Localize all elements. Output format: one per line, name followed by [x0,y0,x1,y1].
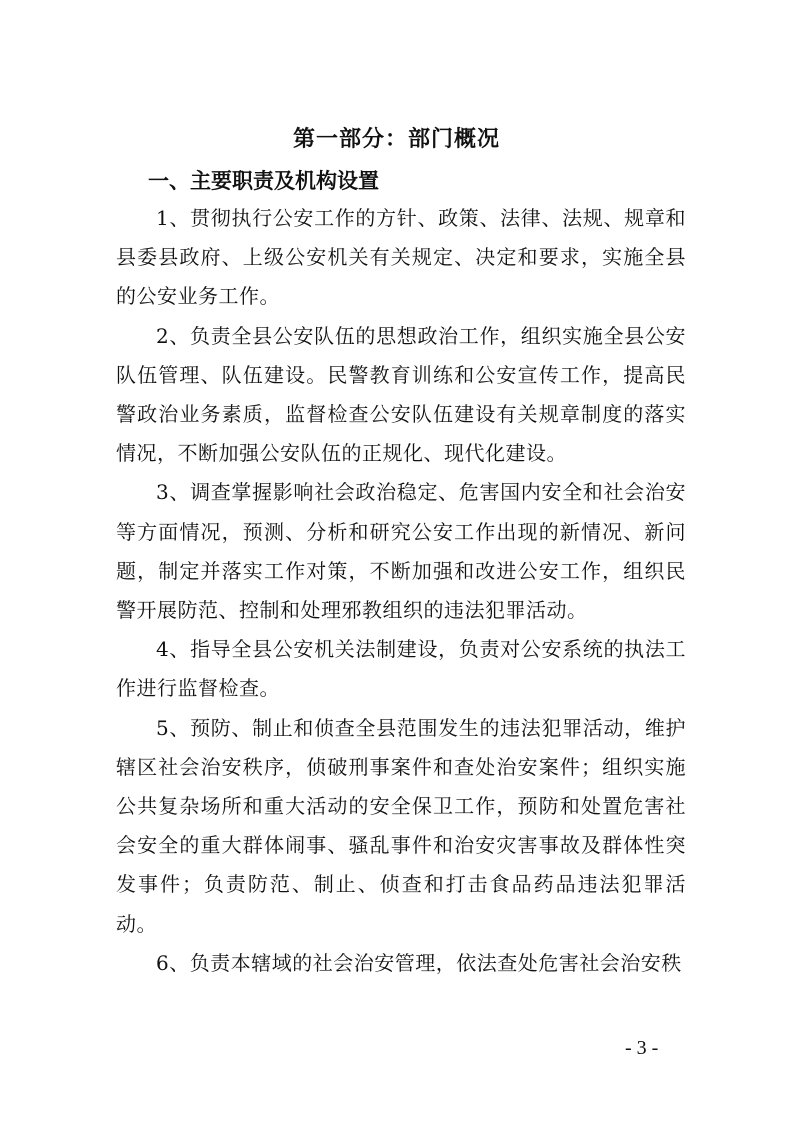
paragraph-4: 4、指导全县公安机关法制建设，负责对公安系统的执法工作进行监督检查。 [116,637,686,701]
paragraph-6: 6、负责本辖域的社会治安管理，依法查处危害社会治安秩 [156,950,682,975]
paragraph-1: 1、贯彻执行公安工作的方针、政策、法律、法规、规章和县委县政府、上级公安机关有关规定、决定和要求，实施全县的公安业务工作。 [116,206,686,309]
paragraph-3: 3、调查掌握影响社会政治稳定、危害国内安全和社会治安等方面情况，预测、分析和研究公安工作出现的新情况、新问题，制定并落实工作对策，不断加强和改进公安工作，组织民警开展防范、控制和处理邪教组织的违法犯罪活动。 [116,480,686,623]
page-number: - 3 - [625,1037,659,1059]
part-title: 第一部分：部门概况 [292,126,500,152]
section-heading: 一、主要职责及机构设置 [148,169,379,193]
paragraph-5: 5、预防、制止和侦查全县范围发生的违法犯罪活动，维护辖区社会治安秩序，侦破刑事案件和查处治安案件；组织实施公共复杂场所和重大活动的安全保卫工作，预防和处置危害社会安全的重大群体闹事、骚乱事件和治安灾害事故及群体性突发事件；负责防范、制止、侦查和打击食品药品违法犯罪活动。 [116,715,686,936]
document-body [116,199,686,983]
paragraph-2: 2、负责全县公安队伍的思想政治工作，组织实施全县公安队伍管理、队伍建设。民警教育训练和公安宣传工作，提高民警政治业务素质，监督检查公安队伍建设有关规章制度的落实情况，不断加强公安队伍的正规化、现代化建设。 [116,323,686,466]
